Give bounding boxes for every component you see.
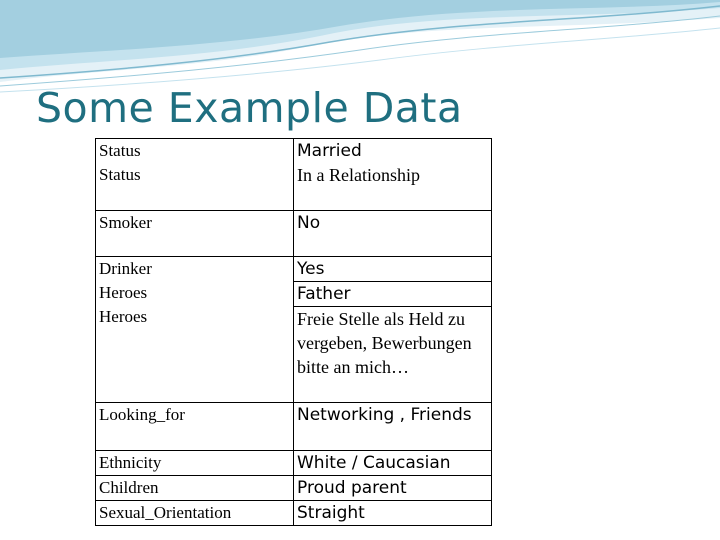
value-cell bbox=[294, 307, 492, 403]
table-row bbox=[96, 476, 492, 501]
table-row bbox=[96, 403, 492, 451]
row-label: Status bbox=[99, 165, 141, 184]
value-cell bbox=[294, 257, 492, 282]
value-cell bbox=[294, 403, 492, 451]
label-cell bbox=[96, 257, 294, 403]
row-value: White / Caucasian bbox=[297, 453, 451, 473]
row-label: Drinker bbox=[99, 259, 152, 278]
row-label: Looking_for bbox=[99, 405, 185, 424]
value-cell bbox=[294, 282, 492, 307]
row-label: Sexual_Orientation bbox=[99, 503, 232, 522]
label-cell bbox=[96, 451, 294, 476]
label-cell bbox=[96, 211, 294, 257]
label-cell bbox=[96, 139, 294, 211]
value-cell bbox=[294, 211, 492, 257]
label-cell bbox=[96, 476, 294, 501]
table-row bbox=[96, 451, 492, 476]
row-value: In a Relationship bbox=[297, 165, 420, 185]
row-label: Smoker bbox=[99, 213, 152, 232]
row-label: Children bbox=[99, 478, 159, 497]
row-label: Status bbox=[99, 141, 141, 160]
value-cell bbox=[294, 501, 492, 526]
table-row bbox=[96, 501, 492, 526]
value-cell bbox=[294, 139, 492, 211]
row-label: Ethnicity bbox=[99, 453, 162, 472]
label-cell bbox=[96, 403, 294, 451]
row-label: Heroes bbox=[99, 307, 148, 326]
row-value: Straight bbox=[297, 503, 365, 523]
row-label: Heroes bbox=[99, 283, 148, 302]
table-row bbox=[96, 139, 492, 211]
example-data-table bbox=[95, 138, 492, 526]
row-value: Freie Stelle als Held zu vergeben, Bewerbungen bitte an mich… bbox=[297, 309, 472, 377]
table-row bbox=[96, 257, 492, 282]
label-cell bbox=[96, 501, 294, 526]
table-row bbox=[96, 211, 492, 257]
slide-title: Some Example Data bbox=[36, 84, 463, 132]
row-value: Father bbox=[297, 284, 351, 304]
row-value: Proud parent bbox=[297, 478, 407, 498]
row-value: Networking , Friends bbox=[297, 405, 472, 425]
value-cell bbox=[294, 476, 492, 501]
row-value: Yes bbox=[297, 259, 325, 279]
row-value: Married bbox=[297, 141, 362, 161]
row-value: No bbox=[297, 213, 321, 233]
value-cell bbox=[294, 451, 492, 476]
